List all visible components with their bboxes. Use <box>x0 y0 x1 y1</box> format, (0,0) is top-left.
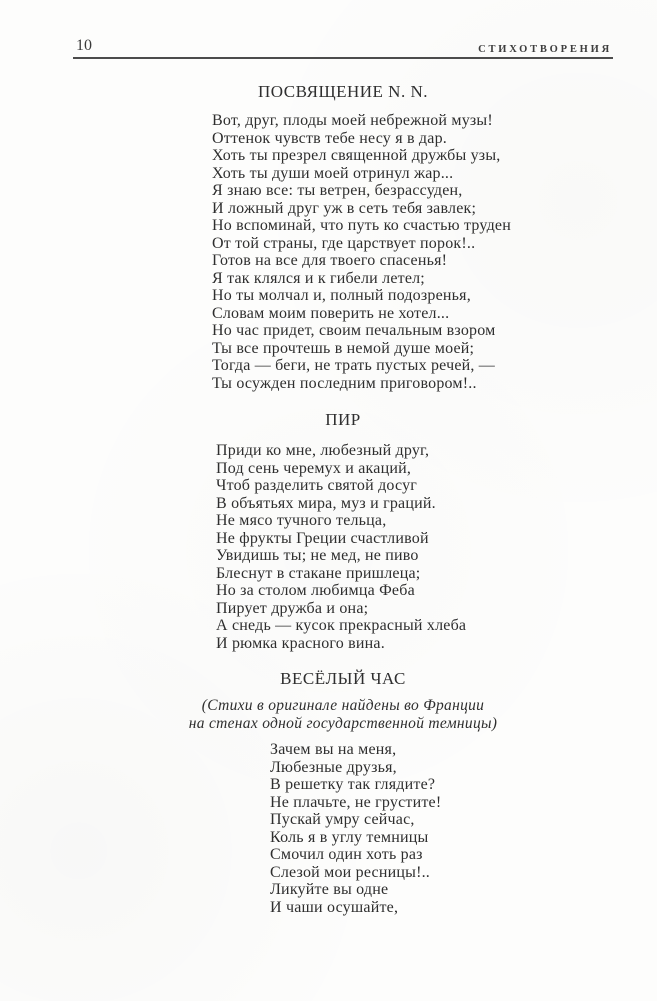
poem-line: Под сень черемух и акаций, <box>216 459 412 477</box>
poem-epigraph <box>73 697 613 733</box>
poem-pir <box>216 442 466 652</box>
poem-line: Чтоб разделить святой досуг <box>216 477 418 494</box>
poem-title-vesyolyi-chas: ВЕСЁЛЫЙ ЧАС <box>280 669 406 688</box>
poem-line: Зачем вы на меня, <box>270 741 397 758</box>
poem-line: Но ты молчал и, полный подозренья, <box>212 287 471 304</box>
poem-line: Пускай умру сейчас, <box>270 811 415 828</box>
poem-line: А снедь — кусок прекрасный хлеба <box>216 617 467 634</box>
epigraph-line: (Стихи в оригинале найдены во Франции <box>201 697 485 714</box>
poem-line: Не фрукты Греции счастливой <box>216 529 429 547</box>
poem-line: В объятьях мира, муз и граций. <box>216 494 436 512</box>
poem-line: Коль я в углу темницы <box>270 828 429 846</box>
poem-title-posvyashchenie: ПОСВЯЩЕНИЕ N. N. <box>258 82 428 101</box>
poem-line: Не мясо тучного тельца, <box>216 512 387 529</box>
poem-line: Оттенок чувств тебе несу я в дар. <box>212 129 447 147</box>
poem-line: Увидишь ты; не мед, не пиво <box>216 547 419 564</box>
poem-line: Словам моим поверить не хотел... <box>212 304 450 322</box>
poem-line: Хоть ты презрел священной дружбы узы, <box>212 147 501 164</box>
poem-line: Но час придет, своим печальным взором <box>212 322 496 339</box>
poem-line: Но за столом любимца Феба <box>216 582 415 599</box>
poem-line: Смочил один хоть раз <box>270 846 423 863</box>
poem-line: Вот, друг, плоды моей небрежной музы! <box>212 112 493 129</box>
poem-line: И рюмка красного вина. <box>216 634 385 652</box>
poem-line: Тогда — беги, не трать пустых речей, — <box>212 357 495 374</box>
page-number: 10 <box>76 37 92 54</box>
poem-line: И ложный друг уж в сеть тебя завлек; <box>212 199 477 217</box>
poem-line: Хоть ты души моей отринул жар... <box>212 164 454 182</box>
poem-line: Слезой мои ресницы!.. <box>270 863 430 881</box>
poem-line: Ты осужден последним приговором!.. <box>212 374 477 392</box>
poem-line: Приди ко мне, любезный друг, <box>216 442 430 459</box>
poem-line: Не плачьте, не грустите! <box>270 793 442 811</box>
poem-vesyolyi-chas <box>270 741 441 916</box>
poem-line: Ликуйте вы одне <box>270 881 389 898</box>
poem-line: В решетку так глядите? <box>270 776 436 793</box>
epigraph-line: на стенах одной государственной темницы) <box>188 715 498 732</box>
running-title: СТИХОТВОРЕНИЯ <box>478 44 612 55</box>
poem-line: И чаши осушайте, <box>270 898 399 916</box>
poem-line: Блеснут в стакане пришлеца; <box>216 564 421 582</box>
poem-line: Пирует дружба и она; <box>216 599 369 617</box>
poem-line: Готов на все для твоего спасенья! <box>212 252 448 269</box>
poem-line: Ты все прочтешь в немой душе моей; <box>212 339 475 357</box>
poem-line: Но вспоминай, что путь ко счастью труден <box>212 217 511 234</box>
poem-posvyashchenie <box>212 112 511 392</box>
poem-line: Я так клялся и к гибели летел; <box>212 269 425 287</box>
poem-line: От той страны, где царствует порок!.. <box>212 234 476 252</box>
poem-title-pir: ПИР <box>325 410 361 429</box>
header-rule <box>73 57 613 59</box>
poem-line: Любезные друзья, <box>270 758 397 776</box>
poem-line: Я знаю все: ты ветрен, безрассуден, <box>212 182 463 199</box>
